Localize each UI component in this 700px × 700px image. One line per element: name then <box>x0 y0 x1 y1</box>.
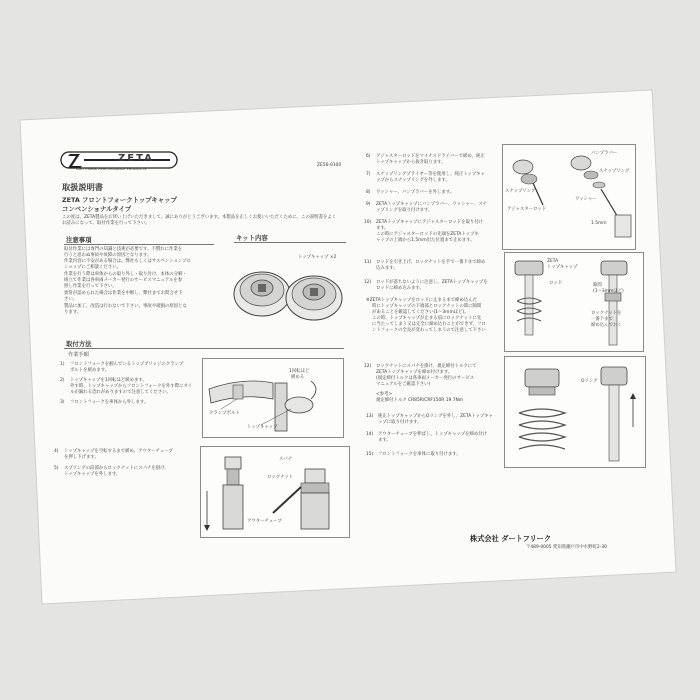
step-line: 外す時、トップキャップからフロントフォークを外す際にオイ <box>70 384 193 389</box>
step-line: トップキャップを外します。 <box>64 472 121 477</box>
step-number: 2) <box>60 378 65 383</box>
fig4-label: 隙間 <box>593 283 602 288</box>
step-number: 10) <box>364 220 372 225</box>
notice-line: 取付作業には専門の知識と技術が必要です。不慣れに作業を <box>64 247 183 252</box>
procedure-subheading: 作業手順 <box>68 352 89 358</box>
step-number: 11) <box>364 260 372 265</box>
step-number: 15) <box>366 452 374 457</box>
step-line: スプリングの段部からロックナットにスパナを掛け、 <box>64 466 169 471</box>
fig1-label: トップキャップ <box>247 425 278 430</box>
step-line: ます。 <box>378 438 391 443</box>
step-number: 3) <box>60 400 65 405</box>
step-line: アウターチューブを伸ばし、トップキャップを締め付け <box>378 432 488 437</box>
step-line: ロッドに締め込みます。 <box>376 286 424 291</box>
product-name-line1: ZETA フロントフォークトップキャップ <box>62 196 177 204</box>
notice-line: ショップにご相談ください。 <box>64 265 121 270</box>
step-line: ZETAトップキャップにバンプラバー、ワッシャー、スナ <box>376 202 488 207</box>
note-line: 時にトップキャップの下端部とロックナットの間に隙間 <box>372 304 482 309</box>
step-line: ボルトを緩めます。 <box>70 368 110 373</box>
fig1-label: クランプボルト <box>209 411 240 416</box>
fig3-label: スナップリング <box>505 189 536 194</box>
fig4-label: 一番下まで <box>591 317 613 322</box>
fig3-label: 1.5mm <box>591 221 607 226</box>
step-line: ャップの上端から1.5mm出た位置まで止めます。 <box>376 238 475 243</box>
step-number: 12) <box>364 364 372 369</box>
fig4-label: ZETA <box>547 259 559 264</box>
reference-line: 規定締付トルク CR85R/CRF150R 19.7Nm <box>376 398 464 403</box>
step-line: ワッシャー、バンプラバーを外します。 <box>376 190 455 195</box>
reference-line: <参考> <box>376 392 393 397</box>
top-cap-right <box>286 276 342 320</box>
intro-line: この度は、ZETA製品をお買い上げいただきまして、誠にありがとうございます。本製品を正しくお使いいただくために、この説明書をよく <box>62 215 337 220</box>
fig2-label: アウターチューブ <box>247 519 282 524</box>
company-name: 株式会社 ダートフリーク <box>470 534 552 543</box>
step-line: スナップリングプライヤー等を使用し、純正トップキャ <box>376 172 485 177</box>
intro-line: お読みになって、取付作業を行って下さい。 <box>62 221 150 226</box>
step-line: ロックナットにスパナを掛け、規定締付トルクにて <box>376 364 477 369</box>
notice-line: さい。 <box>64 297 78 302</box>
step-line: フロントフォークを車体に取り付けます。 <box>378 452 461 457</box>
figure-clamp-bolt <box>202 358 344 438</box>
document-code: ZE56-0100 <box>317 163 342 168</box>
fig4-label: (1〜3mmほど) <box>593 289 624 294</box>
figure-parts-drawing <box>503 145 635 249</box>
step-line: 込みます。 <box>376 266 398 271</box>
fig2-label: ロックナット <box>267 475 294 480</box>
fig4-label: ロックナットを <box>591 311 622 316</box>
step-number: 13) <box>366 414 374 419</box>
step-line: 純正トップキャップからOリングを外し、ZETAトップキャ <box>378 414 493 419</box>
notice-line: 異常が認められた場合は作業を中断し、弊社までお問合せ下 <box>64 291 183 296</box>
fig2-label: スパナ <box>279 457 293 462</box>
step-line: ルが漏れる恐れがありますので注意してください。 <box>70 390 171 395</box>
note-line: この時、トップキャップが止まる前にロックナットに先 <box>372 316 482 321</box>
figure-oring <box>504 356 646 468</box>
fig4-label: ロッド <box>549 281 563 286</box>
figure-parts-exploded <box>502 144 636 250</box>
step-line: (規定締付トルクは各車両メーカー発行のサービス <box>376 376 475 381</box>
logo-text: ZETA <box>118 153 154 164</box>
fig4-label: 締め込んでおく <box>591 323 622 328</box>
kit-heading: キット内容 <box>236 234 268 242</box>
step-line: ロッドを引き上げ、ロックナットを手で一番下まで締め <box>376 260 486 265</box>
zeta-logo <box>60 150 178 172</box>
step-line: マニュアルをご確認下さい) <box>376 382 431 387</box>
step-line: ップに取り付けます。 <box>378 420 422 425</box>
fig1-label: 緩める <box>291 375 305 380</box>
fig3-label: アジャスターロッド <box>507 207 547 212</box>
note-line: ントフォークの全長が変わってしまうので注意して下さい <box>372 328 486 333</box>
product-name-line2: コンベンショナルタイプ <box>62 205 132 213</box>
step-line: トップキャップを1回転ほど緩めます。 <box>70 378 147 383</box>
fig3-label: バンプラバー <box>591 151 618 156</box>
step-line: を押し下げます。 <box>64 455 99 460</box>
notice-line: 作業を行う際は車体からの取り外し・取り付け、本体の分解・ <box>64 272 187 277</box>
fig1-label: 1回転ほど <box>289 369 310 374</box>
step-line: ップからスナップリングを外します。 <box>376 178 450 183</box>
step-number: 6) <box>366 154 371 159</box>
step-line: フロントフォークを掴んでいるトップブリッジのクランプ <box>70 362 184 367</box>
company-address: 〒489-0005 愛知県瀬戸市中水野町2-30 <box>526 545 607 550</box>
notice-line: 行うと思わぬ事故や故障の原因となります。 <box>64 253 152 258</box>
notice-line: 作業内容に不安がある場合は、弊社もしくはサスペンションプロ <box>64 259 191 264</box>
step-line: アジャスターロッドをマイナスドライバーで緩め、純正 <box>376 154 485 159</box>
note-line: に当たってしまう又は完全に締め込むことができず、フロ <box>372 322 486 327</box>
note-line: があることを確認してください(1〜3mmほど)。 <box>372 310 469 315</box>
step-number: 9) <box>366 202 371 207</box>
figure-gap-check <box>504 252 644 352</box>
notice-line: 組立て作業は各車両メーカー発行のサービスマニュアルを参 <box>64 278 183 283</box>
step-number: 14) <box>366 432 374 437</box>
step-line: この時にアジャスターロッドの先端をZETAトップキ <box>376 232 479 237</box>
step-line: フロントフォークを車体から外します。 <box>70 400 149 405</box>
notice-heading: 注意事項 <box>66 236 92 244</box>
step-line: ZETAトップキャップにアジャスターロッドを取り付け <box>376 220 484 225</box>
top-cap-photo <box>228 258 348 326</box>
kit-item-label: トップキャップ ×2 <box>298 255 337 260</box>
logo-subtext: DIRT FREAK PERFORMANCE PRODUCTS <box>76 167 147 171</box>
procedure-rule <box>64 348 344 349</box>
step-number: 7) <box>366 172 371 177</box>
step-number: 8) <box>366 190 371 195</box>
fig3-label: スナップリング <box>599 169 630 174</box>
step-number: 5) <box>54 466 59 471</box>
note-line: ※ZETAトップキャップをロッドに止まるまで締め込んだ <box>366 298 478 303</box>
fig3-label: ワッシャー <box>575 197 597 202</box>
fig5-label: Oリング <box>581 379 598 384</box>
notice-line: 照し作業を行って下さい。 <box>64 284 117 289</box>
step-number: 4) <box>54 449 59 454</box>
step-line: トップキャップを空転するまで緩め、アウターチューブ <box>64 449 173 454</box>
step-line: ます。 <box>376 226 389 231</box>
step-number: 1) <box>60 362 65 367</box>
step-line: トップキャップから抜き取ります。 <box>376 160 446 165</box>
kit-rule <box>234 242 346 243</box>
procedure-heading: 取付方法 <box>66 340 92 348</box>
notice-line: 製品に加工、改造は行わないで下さい。事故や破損の原因とな <box>64 304 187 309</box>
step-line: ZETAトップキャップを締め付けます。 <box>376 370 453 375</box>
notice-line: ります。 <box>64 310 82 315</box>
fig4-label: トップキャップ <box>547 265 578 270</box>
document-title: 取扱説明書 <box>62 182 103 192</box>
step-line: ロッドが落ちないように注意し、ZETAトップキャップを <box>376 280 488 285</box>
figure-oring-drawing <box>505 357 645 467</box>
notice-rule <box>64 244 214 245</box>
step-line: ップリングを取り付けます。 <box>376 208 433 213</box>
top-cap-left <box>234 272 290 316</box>
step-number: 12) <box>364 280 372 285</box>
figure-spanner <box>200 446 350 538</box>
